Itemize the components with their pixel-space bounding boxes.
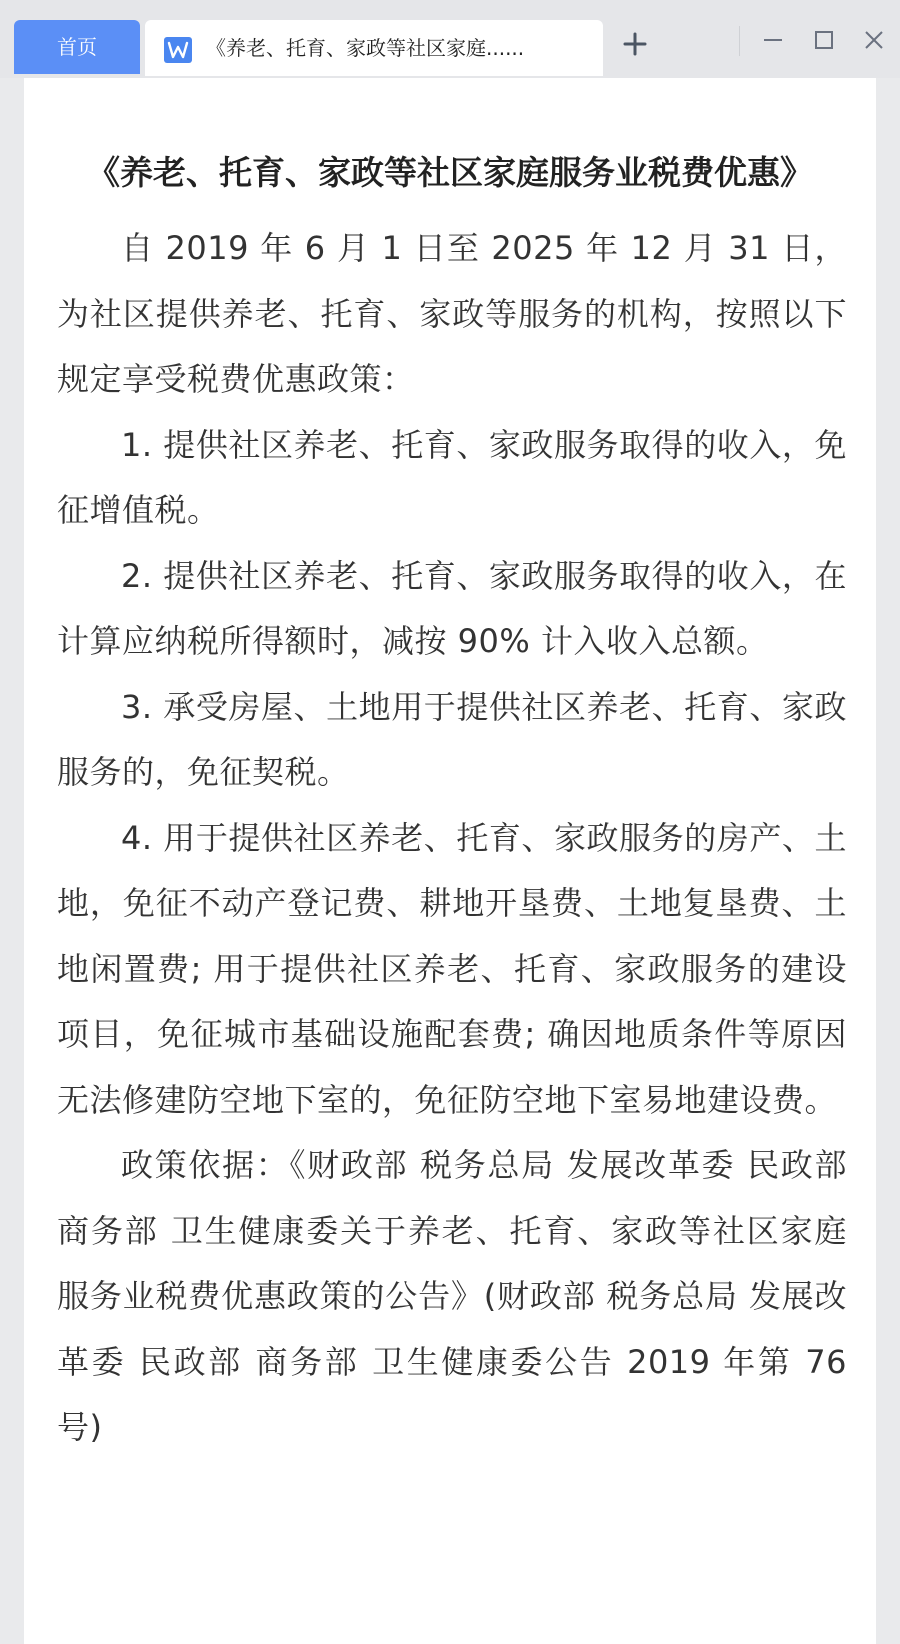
paragraph-item-3: 3. 承受房屋、土地用于提供社区养老、托育、家政服务的，免征契税。 <box>57 687 847 791</box>
minimize-icon[interactable] <box>757 24 789 56</box>
wps-writer-icon <box>164 37 192 63</box>
plus-icon[interactable] <box>619 28 651 60</box>
paragraph-intro: 自 2019 年 6 月 1 日至 2025 年 12 月 31 日，为社区提供养老、托育、家政等服务的机构，按照以下规定享受税费优惠政策： <box>57 229 847 398</box>
close-icon[interactable] <box>858 24 890 56</box>
tab-home[interactable]: 首页 <box>14 20 140 74</box>
paragraph-item-4: 4. 用于提供社区养老、托育、家政服务的房产、土地，免征不动产登记费、耕地开垦费、土地复垦费、土地闲置费; 用于提供社区养老、托育、家政服务的建设项目，免征城市基础设施配套费; 确因地质条件等原因无法修建防空地下室的，免征防空地下室易地建设费。 <box>57 818 847 1119</box>
window-controls-divider <box>739 26 740 56</box>
document-body <box>57 216 847 1461</box>
paragraph-item-2: 2. 提供社区养老、托育、家政服务取得的收入，在计算应纳税所得额时，减按 90% 计入收入总额。 <box>57 556 847 660</box>
paragraph-policy-basis: 政策依据：《财政部 税务总局 发展改革委 民政部 商务部 卫生健康委关于养老、托育、家政等社区家庭服务业税费优惠政策的公告》(财政部 税务总局 发展改革委 民政部 商务部 卫生健康委公告 2019 年第 76 号) <box>57 1146 847 1446</box>
tab-document-title: 《养老、托育、家政等社区家庭...... <box>206 36 525 60</box>
tab-document[interactable] <box>145 20 603 76</box>
document-page <box>24 78 876 1644</box>
title-bar <box>0 0 900 78</box>
paragraph-item-1: 1. 提供社区养老、托育、家政服务取得的收入，免征增值税。 <box>57 425 847 529</box>
document-title: 《养老、托育、家政等社区家庭服务业税费优惠》 <box>87 153 813 192</box>
maximize-icon[interactable] <box>808 24 840 56</box>
